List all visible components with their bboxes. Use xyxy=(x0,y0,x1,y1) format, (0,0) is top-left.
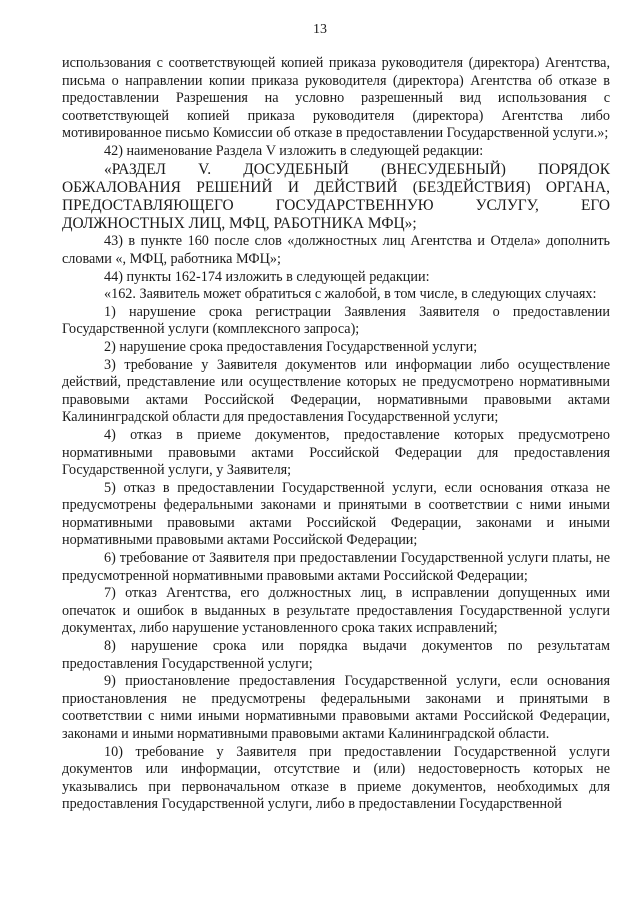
paragraph-item-44: 44) пункты 162-174 изложить в следующей редакции: xyxy=(104,268,430,285)
list-item-2: 2) нарушение срока предоставления Государственной услуги; xyxy=(104,338,478,355)
document-body xyxy=(62,55,610,832)
page-number: 13 xyxy=(313,22,327,37)
list-item-4: 4) отказ в приеме документов, предоставление которых предусмотрено нормативными правовыми актами Российской Федерации для предоставления Государственной услуги, у Заявителя; xyxy=(62,426,610,479)
list-item-8: 8) нарушение срока или порядка выдачи документов по результатам предоставления Государственной услуги; xyxy=(62,638,610,672)
list-item-10: 10) требование у Заявителя при предоставлении Государственной услуги документов или информации, отсутствие и (или) недостоверность которых не указывались при первоначальном отказе в приеме документов, необходимых для предоставления Государственной услуги, либо в предоставлении Государственной xyxy=(62,743,610,813)
paragraph-item-42: 42) наименование Раздела V изложить в следующей редакции: xyxy=(104,142,484,159)
list-item-9: 9) приостановление предоставления Государственной услуги, если основания приостановления не предусмотрены федеральными законами и принятыми в соответствии с ними иными нормативными правовыми актами Российской Федерации, законами и иными нормативными правовыми актами Калининградской области. xyxy=(62,673,610,742)
section-heading: «РАЗДЕЛ V. ДОСУДЕБНЫЙ (ВНЕСУДЕБНЫЙ) ПОРЯДОК ОБЖАЛОВАНИЯ РЕШЕНИЙ И ДЕЙСТВИЙ (БЕЗДЕЙСТВИЯ) ОРГАНА, ПРЕДОСТАВЛЯЮЩЕГО ГОСУДАРСТВЕННУЮ УСЛУГУ, ЕГО ДОЛЖНОСТНЫХ ЛИЦ, МФЦ, РАБОТНИКА МФЦ»; xyxy=(62,160,610,233)
paragraph-item-43: 43) в пункте 160 после слов «должностных лиц Агентства и Отдела» дополнить словами «, МФЦ, работника МФЦ»; xyxy=(62,233,610,267)
list-item-5: 5) отказ в предоставлении Государственной услуги, если основания отказа не предусмотрены федеральными законами и принятыми в соответствии с ними иными нормативными правовыми актами Российской Федерации, законами и иными нормативными правовыми актами Российской Федерации; xyxy=(62,479,610,549)
list-item-6: 6) требование от Заявителя при предоставлении Государственной услуги платы, не предусмотренной нормативными правовыми актами Российской Федерации; xyxy=(62,550,610,584)
list-item-3: 3) требование у Заявителя документов или информации либо осуществление действий, представление или осуществление которых не предусмотрено нормативными правовыми актами Российской Федерации, нормативными правовыми актами Калининградской области для предоставления Государственной услуги; xyxy=(62,356,610,426)
paragraph-clause-162: «162. Заявитель может обратиться с жалобой, в том числе, в следующих случаях: xyxy=(104,286,597,303)
paragraph-continuation: использования с соответствующей копией приказа руководителя (директора) Агентства, письма о направлении копии приказа руководителя (директора) Агентства об отказе в предоставлении Разрешения на условно разрешенный вид использования с соответствующей копией приказа руководителя (директора) Агентства либо мотивированное письмо Комиссии об отказе в предоставлении Государственной услуги.»; xyxy=(62,55,610,142)
list-item-7: 7) отказ Агентства, его должностных лиц, в исправлении допущенных ими опечаток и ошибок в выданных в результате предоставления Государственной услуги документах, либо нарушение установленного срока таких исправлений; xyxy=(62,585,610,637)
list-item-1: 1) нарушение срока регистрации Заявления Заявителя о предоставлении Государственной услуги (комплексного запроса); xyxy=(62,303,610,338)
